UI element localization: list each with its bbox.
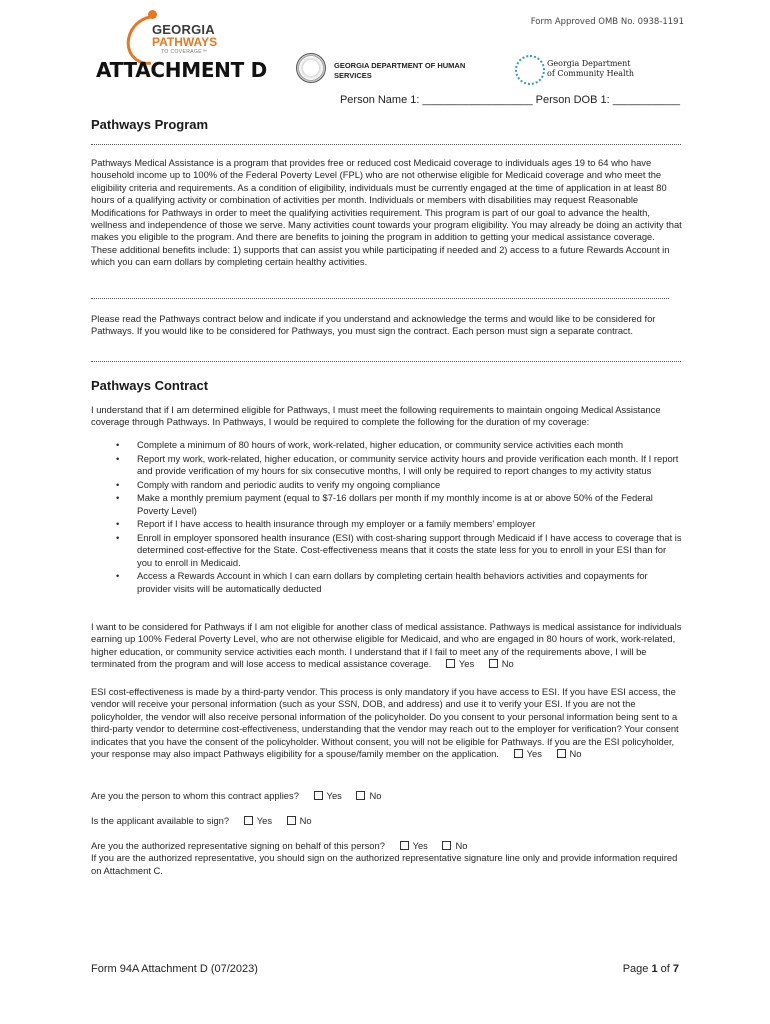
page-prefix: Page	[622, 963, 652, 975]
esi-no-option[interactable]	[557, 748, 582, 759]
omb-number: Form Approved OMB No. 0938-1191	[530, 17, 684, 27]
contract-intro: I understand that if I am determined eligible for Pathways, I must meet the following requirements to maintain ongoing Medical Assistance coverage through Pathways. In Pathways, I would be required to complete the following for the duration of my coverage:	[91, 404, 661, 428]
consider-yes-option[interactable]	[446, 658, 474, 669]
checkbox-icon[interactable]	[356, 791, 365, 800]
divider	[91, 144, 681, 145]
divider	[91, 298, 669, 299]
logo-line-georgia: GEORGIA	[152, 22, 215, 37]
attachment-title: ATTACHMENT D	[96, 58, 267, 82]
yes-label: Yes	[412, 840, 428, 851]
list-item: • Report my work, work-related, higher education, or community service activity hours and provide verification each month. If I report and provide verification of my hours for six consecutive months, I will only be required to report changes to my activity status	[91, 453, 683, 478]
person-no-option[interactable]	[356, 790, 381, 801]
dch-line-2: of Community Health	[547, 68, 634, 78]
list-item: • Report if I have access to health insurance through my employer or a family members' employer	[91, 518, 683, 530]
dch-name	[547, 59, 634, 78]
dhs-seal-icon	[296, 53, 326, 83]
checkbox-icon[interactable]	[446, 659, 455, 668]
contract-heading: Pathways Contract	[91, 378, 209, 393]
consider-no-option[interactable]	[489, 658, 514, 669]
checkbox-icon[interactable]	[244, 816, 253, 825]
question-available-text: Is the applicant available to sign?	[91, 815, 230, 826]
question-authorized	[91, 840, 683, 877]
yes-label: Yes	[526, 748, 542, 760]
dch-line-1: Georgia Department	[547, 59, 631, 68]
list-item: • Complete a minimum of 80 hours of work, work-related, higher education, or community service activities each month	[91, 439, 683, 451]
question-available	[91, 815, 312, 827]
no-label: No	[501, 658, 514, 670]
dch-logo-icon	[515, 55, 545, 85]
person-yes-option[interactable]	[314, 790, 342, 801]
yes-label: Yes	[326, 790, 342, 801]
georgia-pathways-logo	[128, 8, 220, 60]
no-label: No	[299, 815, 312, 826]
no-label: No	[569, 748, 582, 760]
divider	[91, 361, 681, 362]
page-number	[623, 963, 679, 975]
program-instruction: Please read the Pathways contract below and indicate if you understand and acknowledge the terms and would like to be considered for Pathways. If you would like to be considered for Pathways, you must sign the contract. Each person must sign a separate contract.	[91, 313, 656, 337]
question-person	[91, 790, 381, 802]
page-of: of	[657, 963, 673, 975]
authorized-yes-option[interactable]	[400, 840, 428, 851]
esi-text: ESI cost-effectiveness is made by a third-party vendor. This process is only mandatory if you have access to ESI. If you have ESI access, the vendor will receive your personal information (such as your SSN, DOB, and address) and use it to verify your ESI. If you are not the policyholder, the vendor will also receive personal information of the policyholder. Do you consent to your personal information being sent to a third-party vendor to determine cost-effectiveness, understanding that the vendor may reach out to the employer for verification? Your consent indicates that you have the consent of the policyholder. Without consent, you will not be eligible for Pathways. If you are the ESI policyholder, your response may also impact Pathways eligibility for a spouse/family member on the application.	[91, 686, 679, 760]
program-intro: Pathways Medical Assistance is a program that provides free or reduced cost Medicaid coverage to individuals ages 19 to 64 who have household income up to 100% of the Federal Poverty Level (FPL) who are not otherwise eligible for Medicaid coverage and who meet the eligibility criteria and requirements. As a condition of eligibility, individuals must be currently engaged at the time of application in at least 80 hours of a qualifying activity or combination of activities per month. Individuals or members with disabilities may request Reasonable Modifications for Pathways in order to meet the qualifying activities requirement. This program is part of our goal to advance the health, wellness and independence of those we serve. Many activities count towards your program eligibility. You may already be doing an activity that makes you eligible to the program. And there are benefits to joining the program in addition to getting your medical assistance coverage. These additional benefits include: 1) supports that can assist you while participating if needed and 2) access to a future Rewards Account in which you can earn dollars by completing certain healthy activities.	[91, 157, 682, 268]
logo-apple-icon	[148, 10, 157, 19]
checkbox-icon[interactable]	[514, 749, 523, 758]
program-heading: Pathways Program	[91, 117, 209, 132]
yes-label: Yes	[256, 815, 273, 826]
checkbox-icon[interactable]	[314, 791, 323, 800]
esi-paragraph	[91, 686, 683, 760]
form-number: Form 94A Attachment D (07/2023)	[91, 963, 258, 975]
requirements-list	[91, 439, 683, 596]
available-no-option[interactable]	[287, 815, 312, 826]
list-item: • Enroll in employer sponsored health insurance (ESI) with cost-sharing support through Medicaid if I have access to coverage that is determined cost-effective for the State. Cost-effectiveness means that it costs the state less for you to enroll in your ESI than for you to enroll in Medicaid.	[91, 532, 683, 569]
checkbox-icon[interactable]	[557, 749, 566, 758]
question-authorized-text: Are you the authorized representative signing on behalf of this person?	[91, 840, 385, 851]
checkbox-icon[interactable]	[489, 659, 498, 668]
page-total: 7	[672, 963, 679, 975]
dhs-name: GEORGIA DEPARTMENT OF HUMAN SERVICES	[334, 61, 466, 80]
list-item: • Access a Rewards Account in which I can earn dollars by completing certain health behaviors activities and copayments for provider visits will be automatically deducted	[91, 570, 683, 595]
esi-yes-option[interactable]	[514, 748, 542, 759]
available-yes-option[interactable]	[244, 815, 272, 826]
logo-line-pathways: PATHWAYS	[152, 35, 218, 49]
authorized-no-option[interactable]	[442, 840, 467, 851]
no-label: No	[455, 840, 468, 851]
no-label: No	[369, 790, 382, 801]
checkbox-icon[interactable]	[400, 841, 409, 850]
person-name-dob-line[interactable]: Person Name 1: __________________ Person DOB 1: ___________	[339, 94, 680, 106]
yes-label: Yes	[458, 658, 475, 670]
list-item: • Make a monthly premium payment (equal to $7-16 dollars per month if my monthly income is at or above 50% of the Federal Poverty Level)	[91, 492, 683, 517]
logo-line-tagline: TO COVERAGE™	[161, 49, 208, 55]
authorized-note: If you are the authorized representative, you should sign on the authorized representative signature line only and provide information required on Attachment C.	[91, 852, 678, 876]
checkbox-icon[interactable]	[442, 841, 451, 850]
question-person-text: Are you the person to whom this contract applies?	[91, 790, 299, 801]
consider-text: I want to be considered for Pathways if I am not eligible for another class of medical assistance. Pathways is medical assistance for individuals earning up 100% Federal Poverty Level, who are not otherwise eligible for Medicaid, and who are engaged in 80 hours of work, work-related, higher education, or community service activities each month. I understand that if I fail to meet any of the requirements above, I will be terminated from the program and will lose access to medical assistance coverage.	[91, 621, 682, 670]
consider-paragraph	[91, 621, 683, 671]
checkbox-icon[interactable]	[287, 816, 296, 825]
page-current: 1	[651, 963, 658, 975]
list-item: • Comply with random and periodic audits to verify my ongoing compliance	[91, 479, 683, 491]
